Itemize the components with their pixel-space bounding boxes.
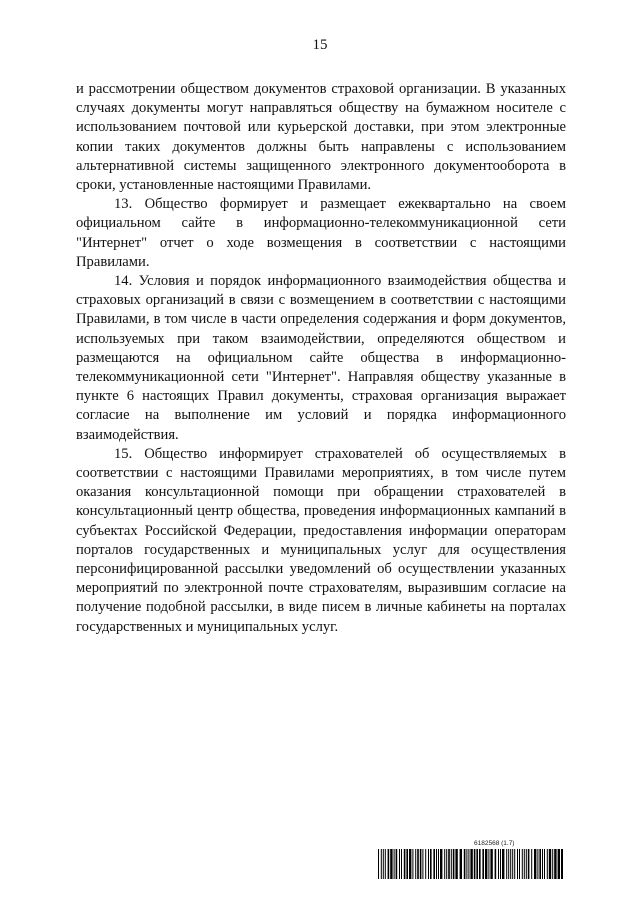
paragraph-14: 14. Условия и порядок информационного взаимодействия общества и страховых организаций в связи с возмещением в соответствии с настоящими Правилами, в том числе в части определения содержания и форм документов, используемых при таком взаимодействии, определяются обществом и размещаются на официальном сайте общества в информационно-телекоммуникационной сети "Интернет". Направляя обществу указанные в пункте 6 настоящих Правил документы, страховая организация выражает согласие на выполнение им условий и порядка информационного взаимодействия. bbox=[76, 273, 566, 443]
barcode-icon bbox=[378, 849, 563, 879]
paragraph-continuation: и рассмотрении обществом документов страховой организации. В указанных случаях документы могут направляться обществу на бумажном носителе с использованием почтовой или курьерской доставки, при этом электронные копии таких документов должны быть направлены с использованием альтернативной системы защищенного электронного документооборота в сроки, установленные настоящими Правилами. bbox=[76, 81, 566, 194]
document-body bbox=[76, 80, 566, 637]
barcode-label: 6182568 (1.7) bbox=[474, 840, 515, 847]
paragraph-13: 13. Общество формирует и размещает ежеквартально на своем официальном сайте в информационно-телекоммуникационной сети "Интернет" отчет о ходе возмещения в соответствии с настоящими Правилами. bbox=[76, 196, 566, 270]
document-barcode bbox=[378, 840, 563, 880]
paragraph-15: 15. Общество информирует страхователей об осуществляемых в соответствии с настоящими Правилами мероприятиях, в том числе путем оказания консультационной помощи при обращении страхователей в консультационный центр общества, проведения информационных кампаний в субъектах Российской Федерации, предоставления информации операторам порталов государственных и муниципальных услуг для осуществления персонифицированной рассылки уведомлений об осуществлении указанных мероприятий по электронной почте страхователям, выразившим согласие на получение подобной рассылки, в виде писем в личные кабинеты на порталах государственных и муниципальных услуг. bbox=[76, 445, 566, 635]
page-number: 15 bbox=[312, 37, 328, 53]
